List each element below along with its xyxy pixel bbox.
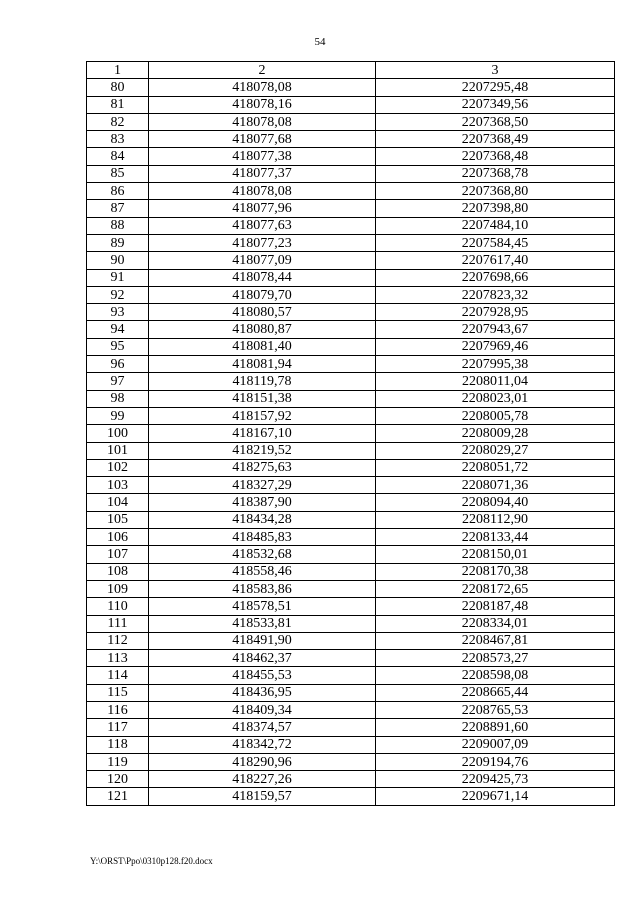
table-row (87, 200, 615, 217)
point-number-cell: 89 (87, 234, 149, 251)
y-coordinate-cell: 2208334,01 (376, 615, 615, 632)
table-row (87, 736, 615, 753)
point-number-cell: 113 (87, 650, 149, 667)
y-coordinate-cell: 2208170,38 (376, 563, 615, 580)
point-number-cell: 108 (87, 563, 149, 580)
point-number-cell: 100 (87, 425, 149, 442)
y-coordinate-cell: 2209194,76 (376, 753, 615, 770)
table-row (87, 494, 615, 511)
y-coordinate-cell: 2208023,01 (376, 390, 615, 407)
y-coordinate-cell: 2208011,04 (376, 373, 615, 390)
y-coordinate-cell: 2207617,40 (376, 252, 615, 269)
x-coordinate-cell: 418436,95 (149, 684, 376, 701)
y-coordinate-cell: 2208765,53 (376, 701, 615, 718)
point-number-cell: 107 (87, 546, 149, 563)
y-coordinate-cell: 2208573,27 (376, 650, 615, 667)
point-number-cell: 110 (87, 598, 149, 615)
y-coordinate-cell: 2207823,32 (376, 286, 615, 303)
x-coordinate-cell: 418219,52 (149, 442, 376, 459)
x-coordinate-cell: 418532,68 (149, 546, 376, 563)
y-coordinate-cell: 2207969,46 (376, 338, 615, 355)
table-row (87, 183, 615, 200)
y-coordinate-cell: 2207484,10 (376, 217, 615, 234)
point-number-cell: 105 (87, 511, 149, 528)
x-coordinate-cell: 418462,37 (149, 650, 376, 667)
table-row (87, 217, 615, 234)
table-row (87, 598, 615, 615)
table-row (87, 580, 615, 597)
point-number-cell: 104 (87, 494, 149, 511)
x-coordinate-cell: 418077,63 (149, 217, 376, 234)
y-coordinate-cell: 2207295,48 (376, 79, 615, 96)
point-number-cell: 102 (87, 459, 149, 476)
y-coordinate-cell: 2207368,78 (376, 165, 615, 182)
y-coordinate-cell: 2207698,66 (376, 269, 615, 286)
point-number-cell: 112 (87, 632, 149, 649)
point-number-cell: 80 (87, 79, 149, 96)
y-coordinate-cell: 2208187,48 (376, 598, 615, 615)
table-row (87, 113, 615, 130)
x-coordinate-cell: 418078,16 (149, 96, 376, 113)
point-number-cell: 96 (87, 356, 149, 373)
y-coordinate-cell: 2207928,95 (376, 304, 615, 321)
point-number-cell: 101 (87, 442, 149, 459)
x-coordinate-cell: 418387,90 (149, 494, 376, 511)
table-row (87, 269, 615, 286)
x-coordinate-cell: 418081,40 (149, 338, 376, 355)
y-coordinate-cell: 2208029,27 (376, 442, 615, 459)
x-coordinate-cell: 418558,46 (149, 563, 376, 580)
y-coordinate-cell: 2207368,50 (376, 113, 615, 130)
y-coordinate-cell: 2208150,01 (376, 546, 615, 563)
table-row (87, 79, 615, 96)
y-coordinate-cell: 2207584,45 (376, 234, 615, 251)
table-row (87, 667, 615, 684)
x-coordinate-cell: 418167,10 (149, 425, 376, 442)
y-coordinate-cell: 2207368,49 (376, 131, 615, 148)
x-coordinate-cell: 418078,08 (149, 183, 376, 200)
point-number-cell: 88 (87, 217, 149, 234)
y-coordinate-cell: 2208094,40 (376, 494, 615, 511)
x-coordinate-cell: 418077,68 (149, 131, 376, 148)
x-coordinate-cell: 418078,08 (149, 79, 376, 96)
table-row (87, 148, 615, 165)
table-row (87, 252, 615, 269)
table-row (87, 615, 615, 632)
point-number-cell: 103 (87, 477, 149, 494)
table-row (87, 304, 615, 321)
y-coordinate-cell: 2207398,80 (376, 200, 615, 217)
x-coordinate-cell: 418077,38 (149, 148, 376, 165)
y-coordinate-cell: 2208009,28 (376, 425, 615, 442)
table-row (87, 650, 615, 667)
table-row (87, 719, 615, 736)
x-coordinate-cell: 418151,38 (149, 390, 376, 407)
table-row (87, 390, 615, 407)
x-coordinate-cell: 418078,08 (149, 113, 376, 130)
x-coordinate-cell: 418077,09 (149, 252, 376, 269)
x-coordinate-cell: 418434,28 (149, 511, 376, 528)
y-coordinate-cell: 2208891,60 (376, 719, 615, 736)
x-coordinate-cell: 418157,92 (149, 407, 376, 424)
column-header-3: 3 (376, 62, 615, 79)
y-coordinate-cell: 2208071,36 (376, 477, 615, 494)
table-row (87, 529, 615, 546)
point-number-cell: 99 (87, 407, 149, 424)
x-coordinate-cell: 418077,96 (149, 200, 376, 217)
point-number-cell: 95 (87, 338, 149, 355)
point-number-cell: 87 (87, 200, 149, 217)
point-number-cell: 117 (87, 719, 149, 736)
y-coordinate-cell: 2207943,67 (376, 321, 615, 338)
y-coordinate-cell: 2208467,81 (376, 632, 615, 649)
table-row (87, 753, 615, 770)
point-number-cell: 94 (87, 321, 149, 338)
x-coordinate-cell: 418077,23 (149, 234, 376, 251)
table-row (87, 442, 615, 459)
table-row (87, 373, 615, 390)
table-row (87, 96, 615, 113)
point-number-cell: 81 (87, 96, 149, 113)
table-row (87, 286, 615, 303)
point-number-cell: 91 (87, 269, 149, 286)
x-coordinate-cell: 418455,53 (149, 667, 376, 684)
y-coordinate-cell: 2209671,14 (376, 788, 615, 805)
point-number-cell: 118 (87, 736, 149, 753)
table-row (87, 477, 615, 494)
x-coordinate-cell: 418275,63 (149, 459, 376, 476)
table-row (87, 771, 615, 788)
table-row (87, 131, 615, 148)
point-number-cell: 106 (87, 529, 149, 546)
x-coordinate-cell: 418078,44 (149, 269, 376, 286)
point-number-cell: 119 (87, 753, 149, 770)
x-coordinate-cell: 418327,29 (149, 477, 376, 494)
table-body (87, 79, 615, 805)
y-coordinate-cell: 2208005,78 (376, 407, 615, 424)
x-coordinate-cell: 418080,87 (149, 321, 376, 338)
footer-file-path: Y:\ORST\Ppo\0310p128.f20.docx (90, 856, 213, 866)
table-row (87, 407, 615, 424)
x-coordinate-cell: 418079,70 (149, 286, 376, 303)
y-coordinate-cell: 2207349,56 (376, 96, 615, 113)
point-number-cell: 92 (87, 286, 149, 303)
table-row (87, 321, 615, 338)
x-coordinate-cell: 418409,34 (149, 701, 376, 718)
point-number-cell: 85 (87, 165, 149, 182)
table-row (87, 165, 615, 182)
y-coordinate-cell: 2208665,44 (376, 684, 615, 701)
table-row (87, 356, 615, 373)
point-number-cell: 84 (87, 148, 149, 165)
x-coordinate-cell: 418080,57 (149, 304, 376, 321)
point-number-cell: 120 (87, 771, 149, 788)
x-coordinate-cell: 418077,37 (149, 165, 376, 182)
page-number: 54 (314, 36, 326, 48)
y-coordinate-cell: 2208051,72 (376, 459, 615, 476)
point-number-cell: 116 (87, 701, 149, 718)
point-number-cell: 109 (87, 580, 149, 597)
point-number-cell: 86 (87, 183, 149, 200)
point-number-cell: 93 (87, 304, 149, 321)
y-coordinate-cell: 2207995,38 (376, 356, 615, 373)
table-row (87, 701, 615, 718)
y-coordinate-cell: 2207368,80 (376, 183, 615, 200)
table-row (87, 632, 615, 649)
x-coordinate-cell: 418227,26 (149, 771, 376, 788)
point-number-cell: 121 (87, 788, 149, 805)
point-number-cell: 90 (87, 252, 149, 269)
table-row (87, 511, 615, 528)
point-number-cell: 114 (87, 667, 149, 684)
x-coordinate-cell: 418374,57 (149, 719, 376, 736)
y-coordinate-cell: 2208133,44 (376, 529, 615, 546)
table-header (87, 62, 615, 79)
point-number-cell: 98 (87, 390, 149, 407)
x-coordinate-cell: 418583,86 (149, 580, 376, 597)
table-row (87, 546, 615, 563)
table-row (87, 338, 615, 355)
point-number-cell: 82 (87, 113, 149, 130)
x-coordinate-cell: 418290,96 (149, 753, 376, 770)
column-header-2: 2 (149, 62, 376, 79)
y-coordinate-cell: 2207368,48 (376, 148, 615, 165)
x-coordinate-cell: 418533,81 (149, 615, 376, 632)
x-coordinate-cell: 418081,94 (149, 356, 376, 373)
y-coordinate-cell: 2209425,73 (376, 771, 615, 788)
point-number-cell: 83 (87, 131, 149, 148)
table-row (87, 425, 615, 442)
y-coordinate-cell: 2208112,90 (376, 511, 615, 528)
x-coordinate-cell: 418119,78 (149, 373, 376, 390)
table-row (87, 684, 615, 701)
y-coordinate-cell: 2208598,08 (376, 667, 615, 684)
x-coordinate-cell: 418491,90 (149, 632, 376, 649)
column-header-1: 1 (87, 62, 149, 79)
y-coordinate-cell: 2209007,09 (376, 736, 615, 753)
x-coordinate-cell: 418485,83 (149, 529, 376, 546)
table-row (87, 788, 615, 805)
table-row (87, 234, 615, 251)
x-coordinate-cell: 418159,57 (149, 788, 376, 805)
y-coordinate-cell: 2208172,65 (376, 580, 615, 597)
table-row (87, 563, 615, 580)
table-row (87, 459, 615, 476)
point-number-cell: 115 (87, 684, 149, 701)
table-header-row (87, 62, 615, 79)
x-coordinate-cell: 418578,51 (149, 598, 376, 615)
coordinates-table (86, 61, 615, 806)
point-number-cell: 97 (87, 373, 149, 390)
x-coordinate-cell: 418342,72 (149, 736, 376, 753)
point-number-cell: 111 (87, 615, 149, 632)
